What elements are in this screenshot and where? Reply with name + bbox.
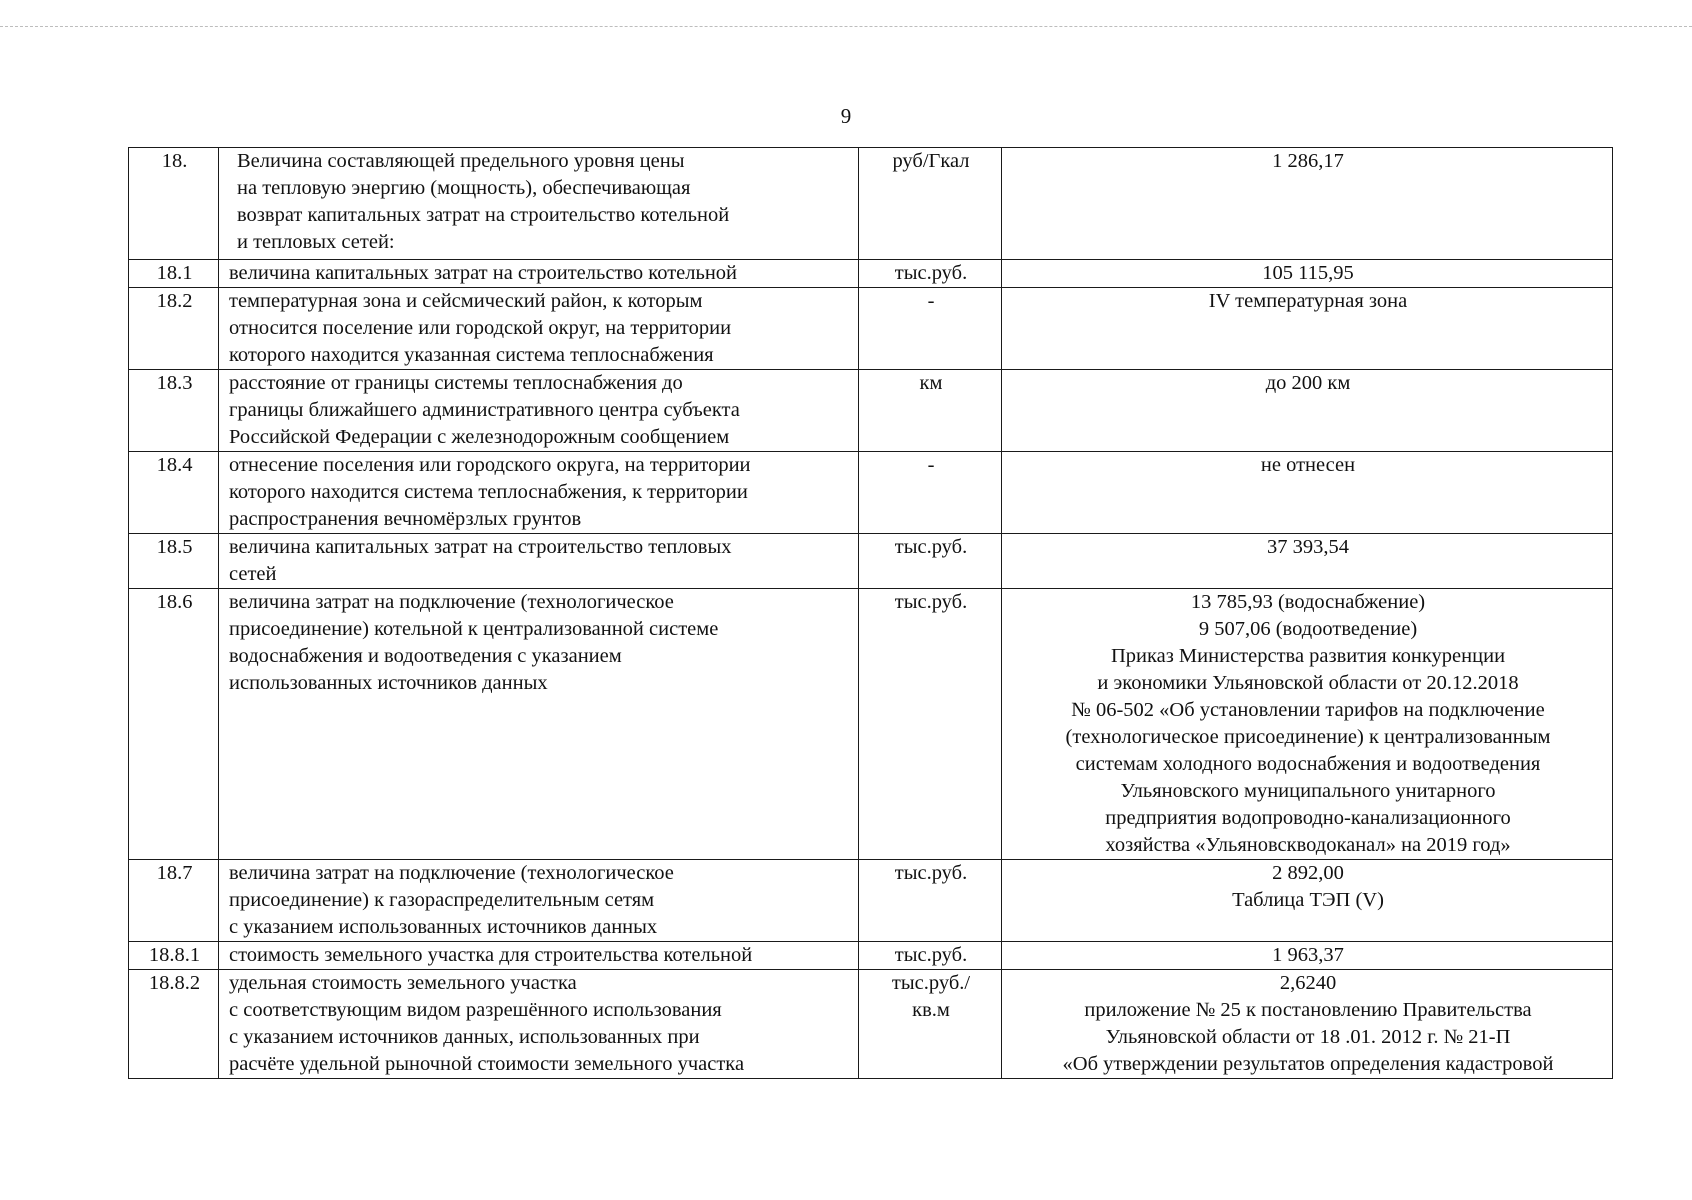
row-value-line: приложение № 25 к постановлению Правительства (1084, 999, 1532, 1021)
row-description-line: распространения вечномёрзлых грунтов (229, 508, 582, 530)
scan-border-line (0, 26, 1692, 27)
row-value (1002, 589, 1613, 860)
row-value (1002, 260, 1613, 288)
table-row (129, 260, 1613, 288)
row-value-line: 13 785,93 (водоснабжение) (1190, 591, 1426, 613)
row-description-line: расстояние от границы системы теплоснабжения до (229, 372, 683, 394)
row-value (1002, 452, 1613, 534)
row-description-line: величина капитальных затрат на строительство котельной (229, 262, 738, 284)
row-value-line: 105 115,95 (1262, 262, 1354, 284)
row-unit (859, 589, 1002, 860)
row-value (1002, 534, 1613, 589)
row-number: 18.5 (129, 534, 219, 589)
row-number: 18.6 (129, 589, 219, 860)
row-description (219, 589, 859, 860)
row-value-line: 2 892,00 (1272, 862, 1344, 884)
row-unit-line: - (927, 290, 935, 312)
row-description-line: водоснабжения и водоотведения с указанием (229, 645, 622, 667)
row-description-line: стоимость земельного участка для строительства котельной (229, 944, 753, 966)
row-number: 18.8.2 (129, 970, 219, 1079)
row-value-line: не отнесен (1260, 454, 1356, 476)
row-description-line: величина затрат на подключение (технологическое (229, 862, 674, 884)
row-value (1002, 860, 1613, 942)
row-value-line: хозяйства «Ульяновскводоканал» на 2019 год» (1105, 834, 1511, 856)
row-description (219, 260, 859, 288)
row-description (219, 860, 859, 942)
row-unit (859, 970, 1002, 1079)
row-description-line: расчёте удельной рыночной стоимости земельного участка (229, 1053, 745, 1075)
row-unit-line: тыс.руб. (894, 536, 968, 558)
row-value-line: «Об утверждении результатов определения кадастровой (1062, 1053, 1554, 1075)
row-number: 18.8.1 (129, 942, 219, 970)
table-row (129, 970, 1613, 1079)
row-value-line: до 200 км (1265, 372, 1351, 394)
row-description-line: Российской Федерации с железнодорожным сообщением (229, 426, 730, 448)
table-row (129, 589, 1613, 860)
row-value (1002, 942, 1613, 970)
row-value (1002, 288, 1613, 370)
row-description-line: температурная зона и сейсмический район, к которым (229, 290, 703, 312)
row-description-line: с соответствующим видом разрешённого использования (229, 999, 722, 1021)
row-description-line: использованных источников данных (229, 672, 548, 694)
row-value-line: Ульяновского муниципального унитарного (1120, 780, 1496, 802)
row-number: 18.1 (129, 260, 219, 288)
table-row (129, 534, 1613, 589)
row-number: 18.7 (129, 860, 219, 942)
row-description-line: отнесение поселения или городского округа, на территории (229, 454, 751, 476)
row-unit (859, 860, 1002, 942)
row-unit (859, 534, 1002, 589)
row-unit-line: км (919, 372, 943, 394)
row-number: 18.4 (129, 452, 219, 534)
table-row (129, 452, 1613, 534)
row-description (219, 970, 859, 1079)
row-description-line: возврат капитальных затрат на строительство котельной (237, 204, 730, 226)
row-description-line: величина затрат на подключение (технологическое (229, 591, 674, 613)
row-unit-line: тыс.руб. (894, 862, 968, 884)
row-value-line: 1 963,37 (1272, 944, 1344, 966)
row-value (1002, 970, 1613, 1079)
row-description-line: относится поселение или городской округ, на территории (229, 317, 732, 339)
table-row (129, 288, 1613, 370)
row-value (1002, 148, 1613, 260)
row-unit-line: тыс.руб./ (891, 972, 971, 994)
row-number: 18.2 (129, 288, 219, 370)
row-value-line: IV температурная зона (1208, 290, 1408, 312)
table-body (129, 148, 1613, 1079)
row-unit-line: тыс.руб. (894, 591, 968, 613)
row-unit-line: - (927, 454, 935, 476)
table-row (129, 148, 1613, 260)
row-description (219, 148, 859, 260)
row-value-line: предприятия водопроводно-канализационного (1105, 807, 1511, 829)
row-description-line: удельная стоимость земельного участка (229, 972, 577, 994)
tariff-table (128, 147, 1613, 1079)
table-row (129, 860, 1613, 942)
row-description-line: на тепловую энергию (мощность), обеспечивающая (237, 177, 691, 199)
row-value-line: Таблица ТЭП (V) (1232, 889, 1384, 911)
row-description-line: которого находится система теплоснабжения, к территории (229, 481, 748, 503)
table-row (129, 942, 1613, 970)
row-value (1002, 370, 1613, 452)
row-unit (859, 260, 1002, 288)
row-number: 18.3 (129, 370, 219, 452)
row-description (219, 452, 859, 534)
row-value-line: 9 507,06 (водоотведение) (1198, 618, 1418, 640)
row-unit-line: руб/Гкал (892, 150, 970, 172)
row-description (219, 288, 859, 370)
row-unit-line: тыс.руб. (894, 944, 968, 966)
table-row (129, 370, 1613, 452)
row-value-line: (технологическое присоединение) к централизованным (1065, 726, 1551, 748)
row-value-line: Приказ Министерства развития конкуренции (1110, 645, 1506, 667)
row-unit (859, 288, 1002, 370)
row-number: 18. (129, 148, 219, 260)
row-unit-line: тыс.руб. (894, 262, 968, 284)
row-description (219, 942, 859, 970)
row-unit (859, 370, 1002, 452)
row-description-line: присоединение) котельной к централизованной системе (229, 618, 719, 640)
row-description-line: присоединение) к газораспределительным сетям (229, 889, 655, 911)
row-description (219, 370, 859, 452)
row-value-line: и экономики Ульяновской области от 20.12.2018 (1097, 672, 1519, 694)
row-unit (859, 942, 1002, 970)
row-description (219, 534, 859, 589)
row-description-line: и тепловых сетей: (237, 231, 395, 253)
row-description-line: которого находится указанная система теплоснабжения (229, 344, 714, 366)
row-description-line: величина капитальных затрат на строительство тепловых (229, 536, 732, 558)
row-description-line: с указанием использованных источников данных (229, 916, 658, 938)
row-unit-line: кв.м (912, 999, 950, 1021)
row-value-line: 1 286,17 (1272, 150, 1344, 172)
row-value-line: 37 393,54 (1267, 536, 1349, 558)
row-value-line: системам холодного водоснабжения и водоотведения (1075, 753, 1541, 775)
row-value-line: № 06-502 «Об установлении тарифов на подключение (1071, 699, 1545, 721)
row-description-line: границы ближайшего административного центра субъекта (229, 399, 740, 421)
row-value-line: 2,6240 (1279, 972, 1337, 994)
row-unit (859, 452, 1002, 534)
row-description-line: Величина составляющей предельного уровня цены (237, 150, 685, 172)
row-unit (859, 148, 1002, 260)
row-value-line: Ульяновской области от 18 .01. 2012 г. № 21-П (1105, 1026, 1511, 1048)
row-description-line: с указанием источников данных, использованных при (229, 1026, 700, 1048)
page-number: 9 (840, 104, 852, 128)
row-description-line: сетей (229, 563, 277, 585)
